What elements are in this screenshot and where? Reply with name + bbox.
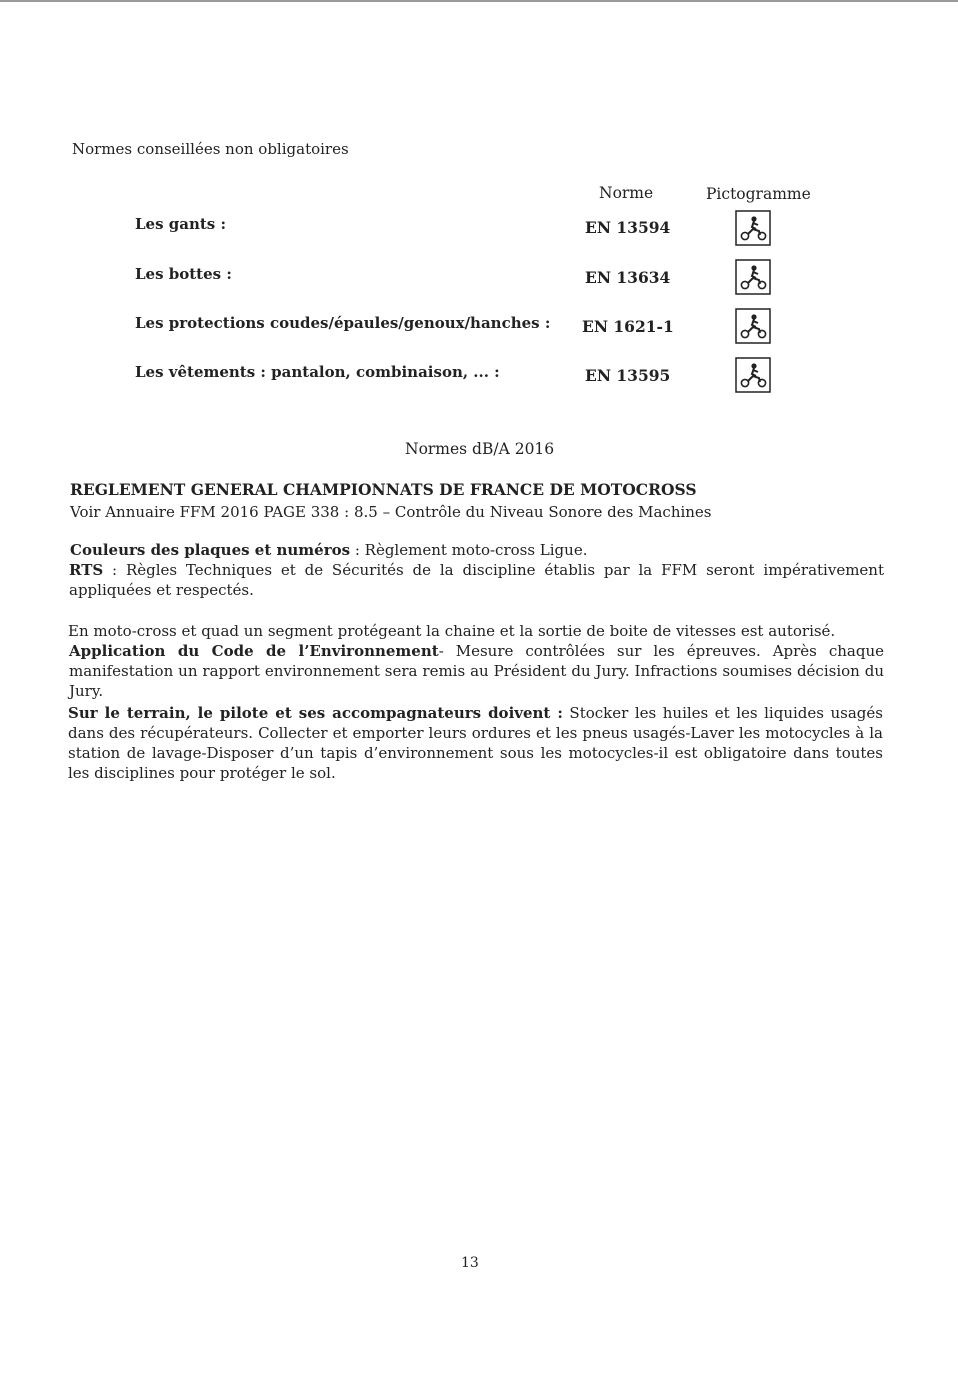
couleurs-text: : Règlement moto-cross Ligue. [350, 541, 588, 559]
norm-row-code-vetements: EN 13595 [585, 366, 671, 385]
terrain-label: Sur le terrain, le pilote et ses accompagnateurs doivent : [68, 704, 563, 722]
terrain-text: Stocker les huiles et les liquides usagés dans des récupérateurs. Collecter et emporter leurs ordures et les pneus usagés-Laver les motocycles à la station de lavage-Disposer d’un tapis d’environnement sous les motocycles-il est obligatoire dans toutes les disciplines pour protéger le sol. [68, 704, 883, 782]
rts-text: : Règles Techniques et de Sécurités de la discipline établis par la FFM seront impérativement appliquées et respectés. [69, 561, 884, 599]
paragraph-environnement [69, 641, 884, 701]
norm-row-label-protections: Les protections coudes/épaules/genoux/hanches : [135, 314, 551, 332]
couleurs-label: Couleurs des plaques et numéros [70, 541, 351, 559]
paragraph-terrain [68, 703, 883, 783]
environnement-text: - Mesure contrôlées sur les épreuves. Après chaque manifestation un rapport environnement sera remis au Président du Jury. Infractions soumises décision du Jury. [69, 642, 884, 700]
environnement-label: Application du Code de l’Environnement [69, 642, 439, 660]
column-header-pictogramme: Pictogramme [706, 185, 811, 203]
paragraph-rts [69, 560, 884, 600]
reglement-title: REGLEMENT GENERAL CHAMPIONNATS DE FRANCE DE MOTOCROSS [70, 480, 697, 499]
rts-label: RTS [69, 561, 104, 579]
norm-row-code-protections: EN 1621-1 [582, 317, 674, 336]
intro-heading: Normes conseillées non obligatoires [72, 140, 349, 158]
norm-row-code-gants: EN 13594 [585, 218, 671, 237]
db-standards-title: Normes dB/A 2016 [405, 440, 555, 458]
norm-row-label-bottes: Les bottes : [135, 265, 232, 283]
page-number: 13 [461, 1255, 479, 1271]
norm-row-code-bottes: EN 13634 [585, 268, 671, 287]
motorcyclist-icon [735, 210, 771, 246]
column-header-norme: Norme [599, 184, 654, 202]
reglement-subtitle: Voir Annuaire FFM 2016 PAGE 338 : 8.5 – Contrôle du Niveau Sonore des Machines [70, 503, 712, 521]
motorcyclist-icon [735, 259, 771, 295]
norm-row-label-vetements: Les vêtements : pantalon, combinaison, ... : [135, 363, 500, 381]
motorcyclist-icon [735, 357, 771, 393]
norm-row-label-gants: Les gants : [135, 215, 227, 233]
motorcyclist-icon [735, 308, 771, 344]
top-border [0, 0, 958, 2]
paragraph-couleurs [70, 540, 890, 560]
paragraph-segment: En moto-cross et quad un segment protégeant la chaine et la sortie de boite de vitesses est autorisé. [68, 622, 836, 640]
